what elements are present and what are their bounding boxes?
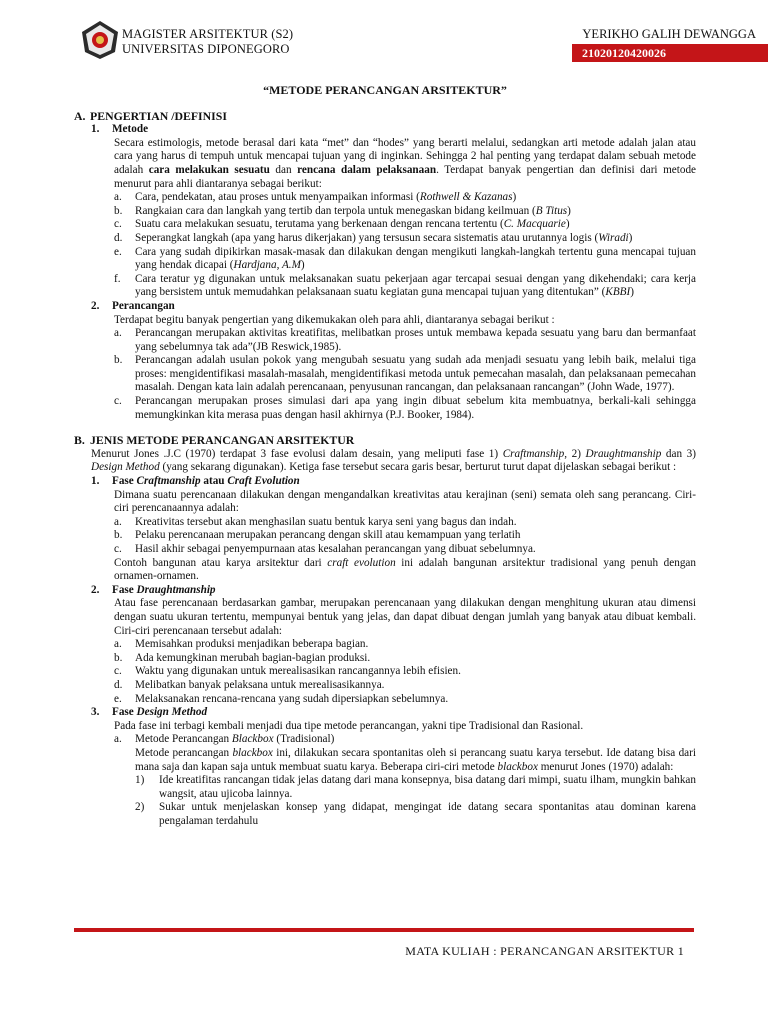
list-item: 1) Ide kreatifitas rancangan tidak jelas datang dari mana konsepnya, bisa datang dari mimpi, suatu ilham, mungkin bahkan wangsit, atau ujicoba lainnya. xyxy=(135,774,696,800)
list-item: c. Suatu cara melakukan sesuatu, terutama yang berkenaan dengan rencana tertentu (C. Macquarie) xyxy=(114,218,570,231)
program-name: MAGISTER ARSITEKTUR (S2) xyxy=(122,27,294,41)
document-title: “METODE PERANCANGAN ARSITEKTUR” xyxy=(263,83,507,97)
list-item: b. Rangkaian cara dan langkah yang tertib dan terpola untuk menegaskan bidang keilmuan (B Titus) xyxy=(114,204,571,217)
draughtmanship-list xyxy=(74,638,696,706)
document-body xyxy=(74,84,696,828)
list-item: a. Memisahkan produksi menjadikan beberapa bagian. xyxy=(114,638,369,651)
list-item: b. Pelaku perencanaan merupakan perancang dengan skill atau kemampuan yang terlatih xyxy=(114,529,521,542)
subsection-craftmanship-heading: 1. Fase Craftmanship atau Craft Evolution xyxy=(91,475,300,488)
list-item: e. Cara yang sudah dipikirkan masak-masak dan dilakukan dengan mengikuti langkah-langkah tertentu guna mencapai tujuan yang hendak dicapai (Hardjana, A.M) xyxy=(114,245,696,272)
subsection-metode-heading: 1. Metode xyxy=(91,123,149,136)
list-item: e. Melaksanakan rencana-rencana yang sudah dipersiapkan sebelumnya. xyxy=(114,692,449,705)
list-item: d. Melibatkan banyak pelaksana untuk merealisasikannya. xyxy=(114,678,385,691)
list-item: c. Hasil akhir sebagai penyempurnaan atas kesalahan perancangan yang dibuat sebelumnya. xyxy=(114,543,536,555)
list-item: 2) Sukar untuk menjelaskan konsep yang didapat, mengingat ide datang secara spontanitas atau dominan karena pengalaman terdahulu xyxy=(135,801,696,827)
paragraph-perancangan-intro: Terdapat begitu banyak pengertian yang dikemukakan oleh para ahli, diantaranya sebagai berikut : xyxy=(114,313,555,326)
university-name: UNIVERSITAS DIPONEGORO xyxy=(122,42,290,56)
section-b-heading: B. JENIS METODE PERANCANGAN ARSITEKTUR xyxy=(74,433,355,448)
metode-list xyxy=(74,191,696,300)
list-item: b. Ada kemungkinan merubah bagian-bagian produksi. xyxy=(114,651,371,664)
paragraph-jenis-intro: Menurut Jones .J.C (1970) terdapat 3 fase evolusi dalam desain, yang meliputi fase 1) Craftmanship, 2) Draughtmanship dan 3) Design Method (yang sekarang digunakan). Ketiga fase tersebut secara garis besar, berturut turut dapat dijelaskan sebagai berikut : xyxy=(91,447,696,474)
blackbox-list xyxy=(74,774,696,828)
subsection-perancangan-heading: 2. Perancangan xyxy=(91,299,175,312)
list-item: a. Cara, pendekatan, atau proses untuk menyampaikan informasi (Rothwell & Kazanas) xyxy=(114,191,517,204)
list-item: f. Cara teratur yg digunakan untuk melaksanakan suatu pekerjaan agar tercapai sesuai dengan yang dikehendaki; cara kerja yang bersistem untuk memudahkan pelaksanaan suatu kegiatan guna mencapai tujuan yang ditentukan” (KBBI) xyxy=(114,272,696,299)
list-item: b. Perancangan adalah usulan pokok yang mengubah sesuatu yang sudah ada menjadi sesuatu yang lebih baik, melalui tiga proses: mengidentifikasi masalah-masalah, mengidentifikasi metoda untuk pemecahan masalah, dan pelaksanaan pemecahan masalah. Dengan kata lain adalah perencanaan, penyusunan rancangan, dan pelaksanaan rancangan” (John Wade, 1977). xyxy=(114,354,696,394)
page-footer: MATA KULIAH : PERANCANGAN ARSITEKTUR 1 xyxy=(405,944,684,958)
paragraph-metode-definition: Secara estimologis, metode berasal dari kata “met” dan “hodes” yang berarti melalui, sedangkan arti metode adalah jalan atau cara yang harus di tempuh untuk mencapai tujuan yang di inginkan. Sehingga 2 hal penting yang terdapat dalam sebuah metode adalah cara melakukan sesuatu dan rencana dalam pelaksanaan. Terdapat banyak pengertian dan definisi dari metode menurut para ahli diantaranya sebagai berikut: xyxy=(114,136,697,190)
paragraph-draughtmanship: Atau fase perencanaan berdasarkan gambar, merupakan perencanaan yang dilakukan dengan menghitung ukuran atau dimensi dengan suatu ukuran tertentu, mempunyai bentuk yang jelas, dan dapat dibuat dengan jumlah yang banyak atau dibuat kembali. Ciri-ciri perencanaan tersebut adalah: xyxy=(114,597,696,637)
list-item: c. Perancangan merupakan proses simulasi dari apa yang ingin dibuat sebelum kita membuatnya, berkali-kali sehingga memungkinkan kita merasa puas dengan hasil akhirnya (P.J. Booker, 1984). xyxy=(114,395,696,421)
perancangan-list xyxy=(74,327,696,422)
paragraph-design-method: Pada fase ini terbagi kembali menjadi dua tipe metode perancangan, yakni tipe Tradisional dan Rasional. xyxy=(114,719,584,732)
list-item: a. Kreativitas tersebut akan menghasilan suatu bentuk karya seni yang bagus dan indah. xyxy=(114,515,517,528)
subsection-design-method-heading: 3. Fase Design Method xyxy=(91,706,208,719)
list-item: c. Waktu yang digunakan untuk merealisasikan rancangannya lebih efisien. xyxy=(114,665,461,678)
paragraph-craftmanship-example: Contoh bangunan atau karya arsitektur dari craft evolution ini adalah bangunan arsitektur tradisional yang penuh dengan ornamen-ornamen. xyxy=(114,556,696,583)
section-a-heading: A. PENGERTIAN /DEFINISI xyxy=(74,108,227,123)
list-item: a. Perancangan merupakan aktivitas kreatifitas, melibatkan proses untuk membawa kepada sesuatu yang baru dan bermanfaat yang sebelumnya tak ada”(JB Reswick,1985). xyxy=(114,327,696,353)
student-id-badge: 21020120420026 xyxy=(572,44,768,62)
craftmanship-list xyxy=(74,516,696,557)
page-header xyxy=(80,20,768,68)
footer-divider xyxy=(74,928,694,932)
paragraph-blackbox: Metode perancangan blackbox ini, dilakukan secara spontanitas oleh si perancang suatu karya tersebut. Ide datang bisa dari mana saja dan kapan saja untuk membuat suatu karya. Beberapa ciri-ciri metode blackbox menurut Jones (1970) adalah: xyxy=(135,746,696,773)
author-name: YERIKHO GALIH DEWANGGA xyxy=(582,27,756,41)
blackbox-heading: a. Metode Perancangan Blackbox (Tradisional) xyxy=(114,733,335,746)
university-seal-logo xyxy=(80,20,120,60)
list-item: d. Seperangkat langkah (apa yang harus dikerjakan) yang tersusun secara sistematis atau urutannya logis (Wiradi) xyxy=(114,231,633,244)
subsection-draughtmanship-heading: 2. Fase Draughtmanship xyxy=(91,583,216,596)
paragraph-craftmanship: Dimana suatu perencanaan dilakukan dengan mengandalkan kreativitas atau kerajinan (seni) semata oleh sang perancang. Ciri-ciri perencanaannya adalah: xyxy=(114,488,696,515)
